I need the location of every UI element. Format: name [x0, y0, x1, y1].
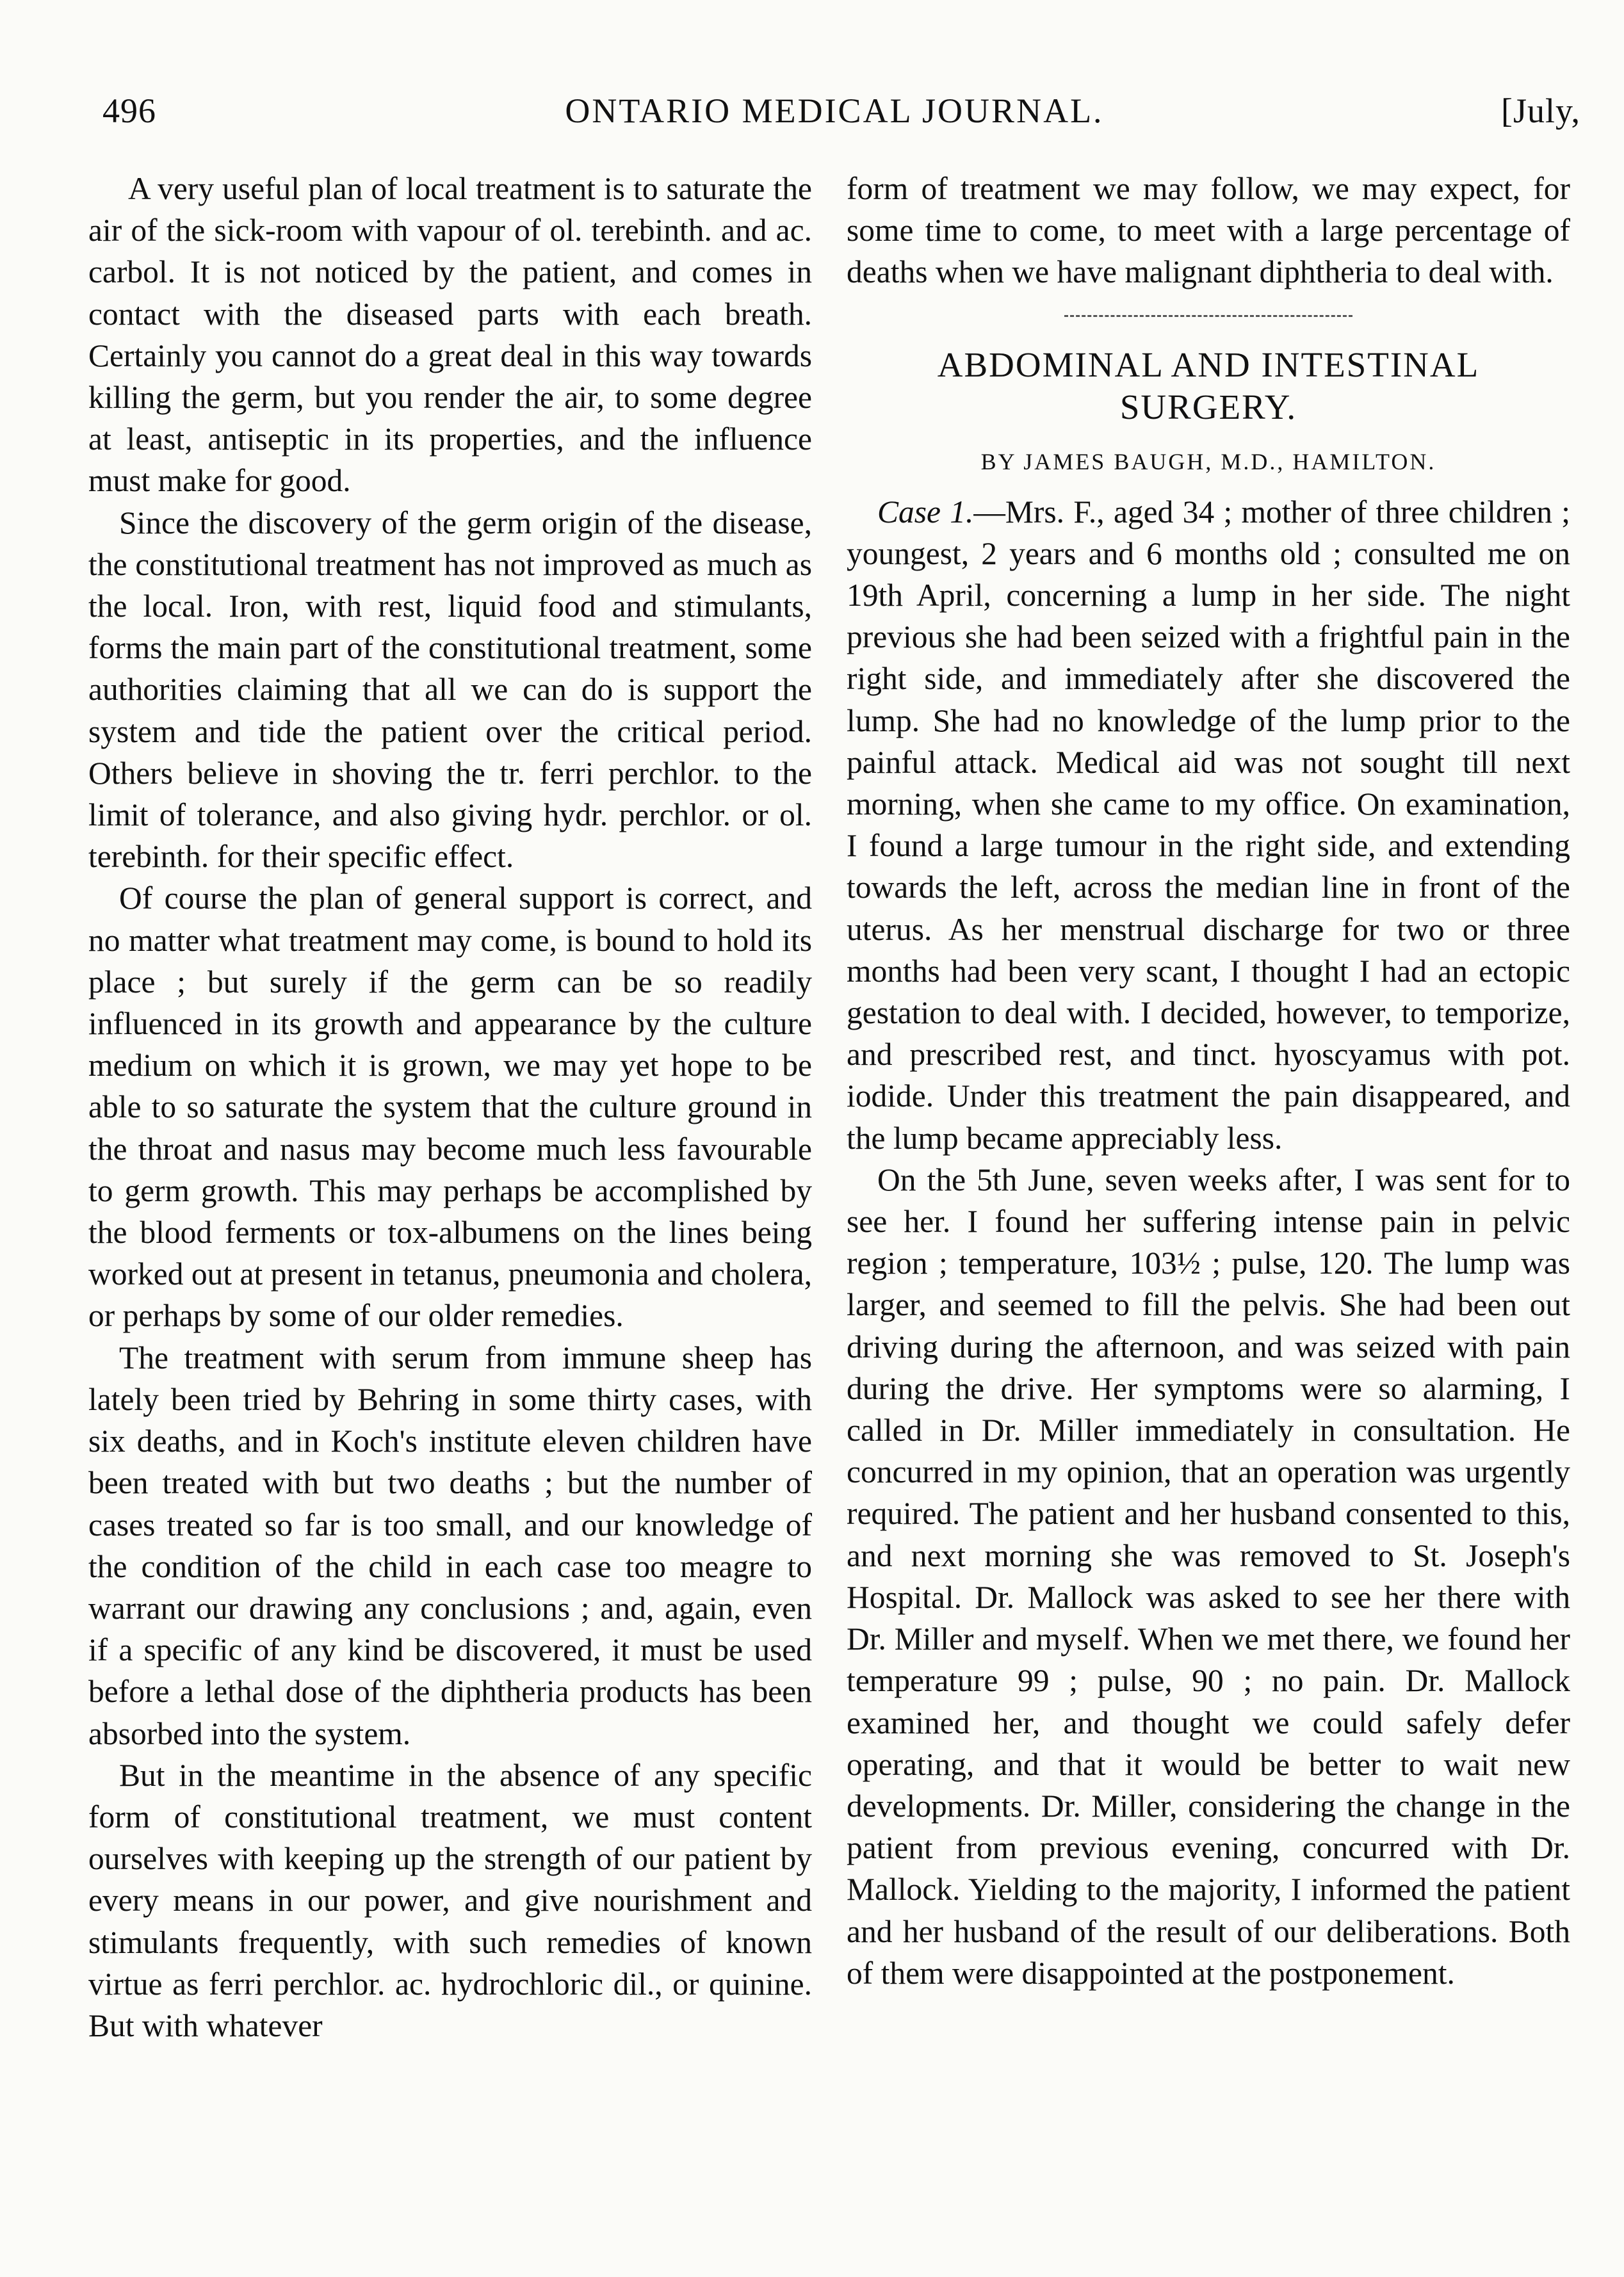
section-divider [1064, 315, 1352, 318]
running-head [88, 91, 1580, 142]
right-column [847, 168, 1570, 1994]
page-number: 496 [102, 92, 156, 130]
issue-month: [July, [1501, 92, 1580, 130]
paragraph: Since the discovery of the germ origin of the disease, the constitutional treatment has not improved as much as the local. Iron, with rest, liquid food and stimulants, forms the main part of the constitutional treatment, some authorities claiming that all we can do is support the system and tide the patient over the critical period. Others believe in shoving the tr. ferri perchlor. to the limit of tolerance, and also giving hydr. perchlor. or ol. terebinth. for their specific effect. [88, 505, 812, 875]
article-title: ABDOMINAL AND INTESTINAL SURGERY. [937, 344, 1480, 426]
paragraph: Of course the plan of general support is correct, and no matter what treatment may come, is bound to hold its place ; but surely if the germ can be so readily influenced in its growth and appearance by the culture medium on which it is grown, we may yet hope to be able to so saturate the system that the culture ground in the throat and nasus may become much less favourable to germ growth. This may perhaps be accomplished by the blood ferments or tox-albumens on the lines being worked out at present in tetanus, pneumonia and cholera, or perhaps by some of our older remedies. [88, 880, 812, 1334]
paragraph: On the 5th June, seven weeks after, I was sent for to see her. I found her suffering intense pain in pelvic region ; temperature, 103½ ; pulse, 120. The lump was larger, and seemed to fill the pelvis. She had been out driving during the afternoon, and was seized with pain during the drive. Her symptoms were so alarming, I called in Dr. Miller immediately in consultation. He concurred in my opinion, that an operation was urgently required. The patient and her husband consented to this, and next morning she was removed to St. Joseph's Hospital. Dr. Mallock was asked to see her there with Dr. Miller and myself. When we met there, we found her temperature 99 ; pulse, 90 ; no pain. Dr. Mallock examined her, and thought we could safely defer operating, and that it would be better to wait new developments. Dr. Miller, considering the change in the patient from previous evening, concurred with Dr. Mallock. Yielding to the majority, I informed the patient and her husband of the result of our deliberations. Both of them were disappointed at the postponement. [847, 1162, 1570, 1991]
paragraph: The treatment with serum from immune sheep has lately been tried by Behring in some thirty cases, with six deaths, and in Koch's institute eleven children have been treated with but two deaths ; but the number of cases treated so far is too small, and our knowledge of the condition of the child in each case too meagre to warrant our drawing any conclusions ; and, again, even if a specific of any kind be discovered, it must be used before a lethal dose of the diphtheria products has been absorbed into the system. [88, 1340, 812, 1751]
continued-paragraph: form of treatment we may follow, we may expect, for some time to come, to meet with a large percentage of deaths when we have malignant diphtheria to deal with. [847, 171, 1570, 290]
case-text: —Mrs. F., aged 34 ; mother of three children ; youngest, 2 years and 6 months old ; consulted me on 19th April, concerning a lump in her side. The night previous she had been seized with a frightful pain in the right side, and immediately after she discovered the lump. She had no knowledge of the lump prior to the painful attack. Medical aid was not sought till next morning, when she came to my office. On examination, I found a large tumour in the right side, and extending towards the left, across the median line in front of the uterus. As her menstrual discharge for two or three months had been very scant, I thought I had an ectopic gestation to deal with. I decided, however, to temporize, and prescribed rest, and tinct. hyoscyamus with pot. iodide. Under this treatment the pain disappeared, and the lump became appreciably less. [847, 494, 1571, 1156]
paragraph: But in the meantime in the absence of any specific form of constitutional treatment, we must content ourselves with keeping up the strength of our patient by every means in our power, and give nourishment and stimulants frequently, with such remedies of known virtue as ferri perchlor. ac. hydrochloric dil., or quinine. But with whatever [88, 1757, 812, 2043]
case-paragraph [847, 491, 1570, 1159]
left-column [88, 168, 812, 2046]
case-label: Case 1. [877, 494, 974, 530]
paragraph: A very useful plan of local treatment is to saturate the air of the sick-room with vapour of ol. terebinth. and ac. carbol. It is not noticed by the patient, and comes in contact with the diseased parts with each breath. Certainly you cannot do a great deal in this way towards killing the germ, but you render the air, to some degree at least, antiseptic in its properties, and the influence must make for good. [88, 171, 812, 499]
article-byline: BY JAMES BAUGH, M.D., HAMILTON. [980, 448, 1436, 474]
journal-title: ONTARIO MEDICAL JOURNAL. [565, 92, 1104, 130]
